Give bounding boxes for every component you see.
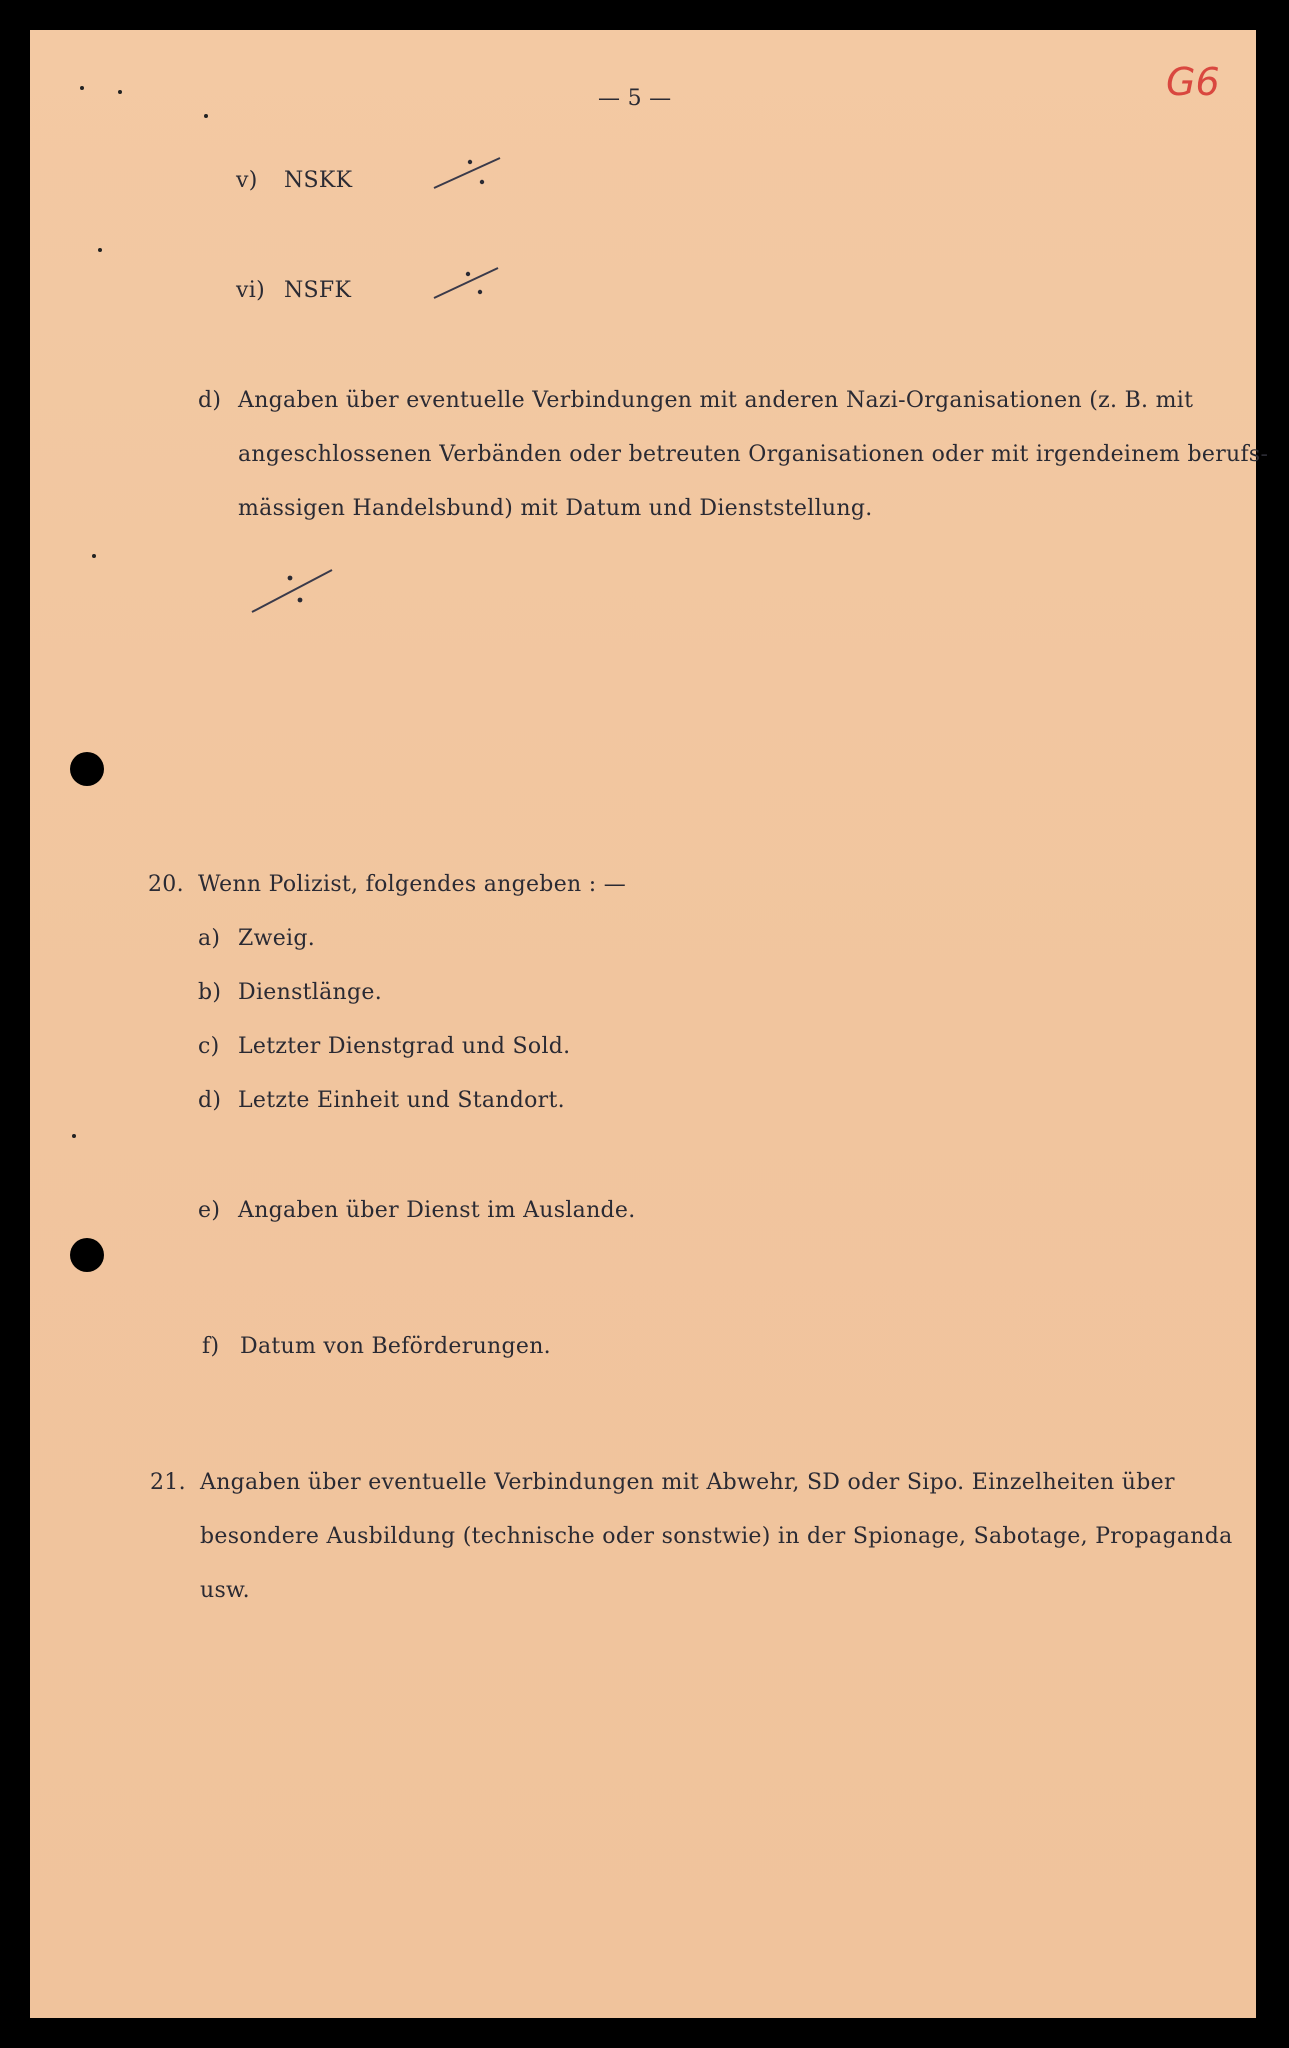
blank-dash-mark <box>248 562 338 620</box>
question-21-line-1: Angaben über eventuelle Verbindungen mit Abwehr, SD oder Sipo. Einzelheiten über <box>200 1470 1175 1495</box>
question-21-line-3: usw. <box>200 1578 250 1603</box>
item-label-d: d) <box>198 388 222 413</box>
section-d-line-1: Angaben über eventuelle Verbindungen mit anderen Nazi-Organisationen (z. B. mit <box>238 388 1194 413</box>
q20-item-label-b: b) <box>198 980 222 1005</box>
blank-dash-mark <box>430 152 504 196</box>
speck <box>118 90 122 94</box>
document-page <box>30 30 1269 2018</box>
section-d-line-2: angeschlossenen Verbänden oder betreuten Organisationen oder mit irgendeinem berufs- <box>238 442 1269 467</box>
q20-item-text-b: Dienstlänge. <box>238 980 383 1005</box>
question-20-title: Wenn Polizist, folgendes angeben : — <box>198 872 627 897</box>
question-20-number: 20. <box>148 872 184 897</box>
item-text-nskk: NSKK <box>284 168 353 193</box>
question-21-line-2: besondere Ausbildung (technische oder sonstwie) in der Spionage, Sabotage, Propaganda <box>200 1524 1233 1549</box>
item-text-nsfk: NSFK <box>284 278 352 303</box>
blank-dash-mark <box>430 262 504 306</box>
speck <box>204 114 208 118</box>
speck <box>92 554 96 558</box>
q20-item-text-e: Angaben über Dienst im Auslande. <box>238 1198 636 1223</box>
q20-item-text-f: Datum von Beförderungen. <box>240 1334 551 1359</box>
q20-item-text-d: Letzte Einheit und Standort. <box>238 1088 565 1113</box>
q20-item-label-e: e) <box>198 1198 221 1223</box>
question-21-number: 21. <box>150 1470 186 1495</box>
page-number: — 5 — <box>598 86 672 111</box>
speck <box>80 86 84 90</box>
q20-item-label-c: c) <box>198 1034 220 1059</box>
speck <box>98 248 102 252</box>
item-label-v: v) <box>236 168 258 193</box>
punch-hole-upper <box>70 752 104 786</box>
q20-item-text-a: Zweig. <box>238 926 316 951</box>
speck <box>72 1134 76 1138</box>
item-label-vi: vi) <box>236 278 265 303</box>
section-d-line-3: mässigen Handelsbund) mit Datum und Dienststellung. <box>238 496 873 521</box>
q20-item-label-d: d) <box>198 1088 222 1113</box>
q20-item-text-c: Letzter Dienstgrad und Sold. <box>238 1034 571 1059</box>
punch-hole-lower <box>70 1238 104 1272</box>
q20-item-label-a: a) <box>198 926 221 951</box>
q20-item-label-f: f) <box>202 1334 220 1359</box>
corner-annotation: G6 <box>1166 60 1220 104</box>
